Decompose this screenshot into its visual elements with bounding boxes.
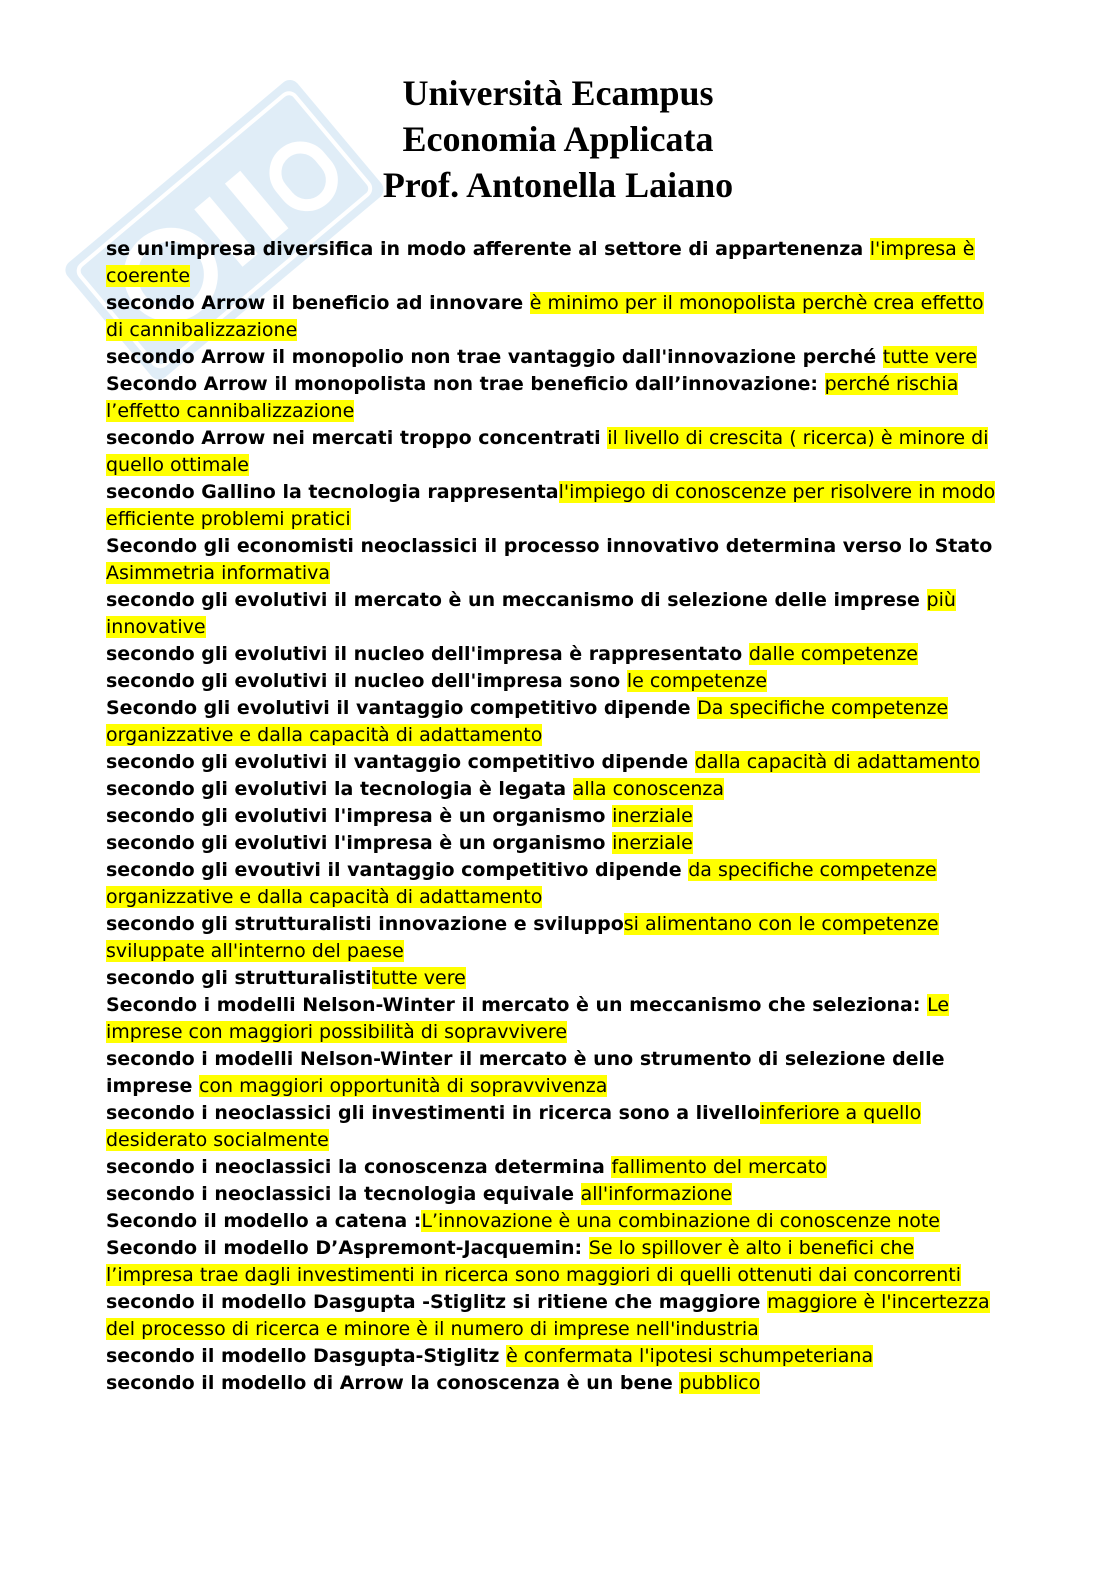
- answer: Da specifiche competenze organizzative e dalla capacità di adattamento: [106, 697, 949, 746]
- qa-entry: [106, 236, 1006, 290]
- course-title: Economia Applicata: [402, 119, 714, 159]
- qa-entry: [106, 668, 1006, 695]
- question: secondo gli evolutivi il vantaggio competitivo dipende: [106, 751, 695, 773]
- qa-entry: [106, 641, 1006, 668]
- answer: Le imprese con maggiori possibilità di sopravvivere: [106, 994, 950, 1043]
- question: secondo il modello Dasgupta -Stiglitz si ritiene che maggiore: [106, 1291, 768, 1313]
- answer: dalla capacità di adattamento: [694, 751, 980, 773]
- question: secondo gli evolutivi il mercato è un meccanismo di selezione delle imprese: [106, 589, 927, 611]
- answer: più innovative: [106, 589, 956, 638]
- qa-entry: [106, 965, 1006, 992]
- qa-entry: [106, 1370, 1006, 1397]
- qa-entry: [106, 1289, 1006, 1343]
- question: secondo i neoclassici la tecnologia equivale: [106, 1183, 581, 1205]
- answer: è minimo per il monopolista perchè crea effetto di cannibalizzazione: [106, 292, 984, 341]
- qa-entry: [106, 749, 1006, 776]
- answer: Asimmetria informativa: [106, 562, 330, 584]
- question: secondo i neoclassici la conoscenza determina: [106, 1156, 612, 1178]
- qa-entry: [106, 695, 1006, 749]
- qa-entry: [106, 776, 1006, 803]
- question: secondo gli evolutivi l'impresa è un organismo: [106, 805, 613, 827]
- qa-entry: [106, 1208, 1006, 1235]
- answer: tutte vere: [882, 346, 977, 368]
- question: secondo Gallino la tecnologia rappresenta: [106, 481, 559, 503]
- question: secondo i neoclassici gli investimenti in ricerca sono a livello: [106, 1102, 761, 1124]
- qa-entry: [106, 1235, 1006, 1289]
- question: secondo gli evolutivi l'impresa è un organismo: [106, 832, 613, 854]
- answer: inerziale: [612, 832, 693, 854]
- answer: dalle competenze: [748, 643, 918, 665]
- qa-entry: [106, 479, 1006, 533]
- question: Secondo i modelli Nelson-Winter il mercato è un meccanismo che seleziona:: [106, 994, 928, 1016]
- question: secondo gli evolutivi la tecnologia è legata: [106, 778, 573, 800]
- question: secondo il modello di Arrow la conoscenza è un bene: [106, 1372, 680, 1394]
- answer: all'informazione: [580, 1183, 732, 1205]
- qa-entry: [106, 803, 1006, 830]
- question: Secondo il modello a catena :: [106, 1210, 422, 1232]
- answer: fallimento del mercato: [611, 1156, 827, 1178]
- question: secondo gli evolutivi il nucleo dell'impresa sono: [106, 670, 627, 692]
- answer: il livello di crescita ( ricerca) è minore di quello ottimale: [106, 427, 989, 476]
- question: se un'impresa diversifica in modo afferente al settore di appartenenza: [106, 238, 870, 260]
- answer: perché rischia l’effetto cannibalizzazione: [106, 373, 959, 422]
- answer: le competenze: [626, 670, 768, 692]
- qa-entry: [106, 1100, 1006, 1154]
- qa-entry: [106, 533, 1006, 587]
- qa-entry: [106, 857, 1006, 911]
- question: secondo Arrow il beneficio ad innovare: [106, 292, 530, 314]
- answer: pubblico: [679, 1372, 761, 1394]
- answer: inferiore a quello desiderato socialmente: [106, 1102, 922, 1151]
- answer: l'impresa è coerente: [106, 238, 975, 287]
- qa-entry: [106, 371, 1006, 425]
- document-header: [0, 70, 1116, 208]
- question: secondo i modelli Nelson-Winter il mercato è uno strumento di selezione delle imprese: [106, 1048, 945, 1097]
- university-name: Università Ecampus: [402, 73, 714, 113]
- professor-name: Prof. Antonella Laiano: [382, 165, 734, 205]
- answer: L’innovazione è una combinazione di conoscenze note: [421, 1210, 941, 1232]
- answer: tutte vere: [371, 967, 466, 989]
- qa-entry: [106, 1046, 1006, 1100]
- question: secondo gli strutturalisti: [106, 967, 372, 989]
- answer: è confermata l'ipotesi schumpeteriana: [506, 1345, 874, 1367]
- answer: si alimentano con le competenze sviluppate all'interno del paese: [106, 913, 939, 962]
- answer: con maggiori opportunità di sopravvivenza: [198, 1075, 608, 1097]
- answer: alla conoscenza: [572, 778, 725, 800]
- qa-entry: [106, 425, 1006, 479]
- question: Secondo Arrow il monopolista non trae beneficio dall’innovazione:: [106, 373, 825, 395]
- answer: maggiore è l'incertezza del processo di ricerca e minore è il numero di imprese nell'industria: [106, 1291, 990, 1340]
- question: secondo gli evolutivi il nucleo dell'impresa è rappresentato: [106, 643, 749, 665]
- qa-entry: [106, 830, 1006, 857]
- question: secondo il modello Dasgupta-Stiglitz: [106, 1345, 507, 1367]
- qa-entry: [106, 911, 1006, 965]
- qa-entry: [106, 290, 1006, 344]
- qa-entry: [106, 992, 1006, 1046]
- qa-entry: [106, 1154, 1006, 1181]
- answer: inerziale: [612, 805, 693, 827]
- qa-entry: [106, 587, 1006, 641]
- question: Secondo gli evolutivi il vantaggio competitivo dipende: [106, 697, 698, 719]
- qa-list: [106, 236, 1006, 1397]
- question: secondo gli evoutivi il vantaggio competitivo dipende: [106, 859, 689, 881]
- question: secondo Arrow il monopolio non trae vantaggio dall'innovazione perché: [106, 346, 883, 368]
- answer: l'impiego di conoscenze per risolvere in modo efficiente problemi pratici: [106, 481, 996, 530]
- qa-entry: [106, 1343, 1006, 1370]
- question: Secondo gli economisti neoclassici il processo innovativo determina verso lo Stato: [106, 535, 993, 557]
- answer: Se lo spillover è alto i benefici che l’impresa trae dagli investimenti in ricerca sono maggiori di quelli ottenuti dai concorrenti: [106, 1237, 962, 1286]
- qa-entry: [106, 1181, 1006, 1208]
- question: secondo gli strutturalisti innovazione e sviluppo: [106, 913, 624, 935]
- question: Secondo il modello D’Aspremont-Jacquemin:: [106, 1237, 589, 1259]
- qa-entry: [106, 344, 1006, 371]
- answer: da specifiche competenze organizzative e dalla capacità di adattamento: [106, 859, 937, 908]
- question: secondo Arrow nei mercati troppo concentrati: [106, 427, 608, 449]
